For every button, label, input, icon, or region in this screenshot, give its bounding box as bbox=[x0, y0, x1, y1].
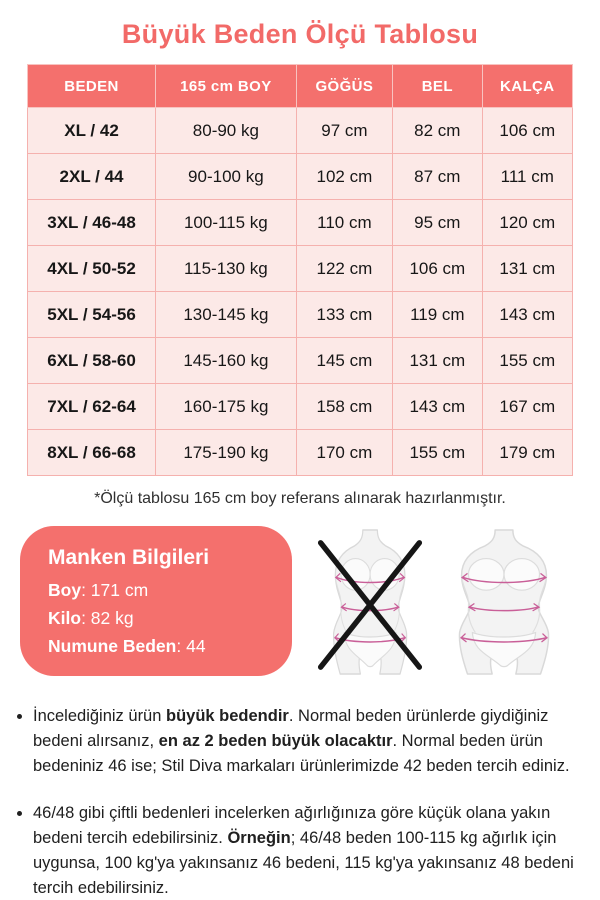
size-table-row bbox=[28, 154, 573, 200]
model-info-section bbox=[20, 526, 582, 676]
size-cell: 95 cm bbox=[393, 200, 482, 246]
size-cell: 111 cm bbox=[482, 154, 573, 200]
size-cell: 170 cm bbox=[296, 430, 392, 476]
column-header: KALÇA bbox=[482, 65, 573, 108]
column-header: BEDEN bbox=[28, 65, 156, 108]
size-cell: 175-190 kg bbox=[156, 430, 297, 476]
size-cell: XL / 42 bbox=[28, 108, 156, 154]
size-cell: 4XL / 50-52 bbox=[28, 246, 156, 292]
size-cell: 6XL / 58-60 bbox=[28, 338, 156, 384]
page-title: Büyük Beden Ölçü Tablosu bbox=[121, 19, 479, 49]
size-cell: 7XL / 62-64 bbox=[28, 384, 156, 430]
size-table-row bbox=[28, 108, 573, 154]
model-sample-size-line: Numune Beden: 44 bbox=[48, 636, 206, 656]
size-cell: 2XL / 44 bbox=[28, 154, 156, 200]
size-cell: 143 cm bbox=[482, 292, 573, 338]
model-height-line: Boy: 171 cm bbox=[48, 580, 149, 600]
size-table-row bbox=[28, 430, 573, 476]
size-cell: 106 cm bbox=[482, 108, 573, 154]
size-cell: 160-175 kg bbox=[156, 384, 297, 430]
table-footnote: *Ölçü tablosu 165 cm boy referans alınarak hazırlanmıştır. bbox=[94, 490, 506, 507]
note-double-size: • 46/48 gibi çiftli bedenleri incelerken ağırlığınıza göre küçük olana yakın bedeni tercih edebilirsiniz. Örneğin; 46/48 beden 100-115 kg ağırlık için uygunsa, 100 kg'ya yakınsanız 46 bedeni, 115 kg'ya yakınsanız 48 bedeni tercih edebilirsiniz. bbox=[33, 801, 578, 900]
column-header: BEL bbox=[393, 65, 482, 108]
measured-body-figure-icon bbox=[448, 528, 560, 676]
size-cell: 3XL / 46-48 bbox=[28, 200, 156, 246]
model-info-card bbox=[20, 526, 292, 676]
size-table-row bbox=[28, 338, 573, 384]
info-notes bbox=[16, 704, 578, 900]
column-header: GÖĞÜS bbox=[296, 65, 392, 108]
size-table-header-row bbox=[28, 65, 573, 108]
size-cell: 131 cm bbox=[482, 246, 573, 292]
size-cell: 145-160 kg bbox=[156, 338, 297, 384]
size-cell: 82 cm bbox=[393, 108, 482, 154]
model-info-title: Manken Bilgileri bbox=[48, 546, 210, 569]
size-cell: 110 cm bbox=[296, 200, 392, 246]
size-table-row bbox=[28, 246, 573, 292]
size-table-row bbox=[28, 384, 573, 430]
size-cell: 167 cm bbox=[482, 384, 573, 430]
size-cell: 143 cm bbox=[393, 384, 482, 430]
size-table-row bbox=[28, 292, 573, 338]
size-cell: 115-130 kg bbox=[156, 246, 297, 292]
size-cell: 155 cm bbox=[393, 430, 482, 476]
size-cell: 131 cm bbox=[393, 338, 482, 384]
size-cell: 87 cm bbox=[393, 154, 482, 200]
size-cell: 90-100 kg bbox=[156, 154, 297, 200]
size-cell: 145 cm bbox=[296, 338, 392, 384]
size-cell: 133 cm bbox=[296, 292, 392, 338]
size-table bbox=[27, 64, 573, 476]
size-cell: 122 cm bbox=[296, 246, 392, 292]
size-cell: 5XL / 54-56 bbox=[28, 292, 156, 338]
size-cell: 158 cm bbox=[296, 384, 392, 430]
column-header: 165 cm BOY bbox=[156, 65, 297, 108]
size-table-row bbox=[28, 200, 573, 246]
size-cell: 130-145 kg bbox=[156, 292, 297, 338]
size-cell: 102 cm bbox=[296, 154, 392, 200]
size-cell: 120 cm bbox=[482, 200, 573, 246]
size-cell: 97 cm bbox=[296, 108, 392, 154]
size-cell: 179 cm bbox=[482, 430, 573, 476]
size-cell: 100-115 kg bbox=[156, 200, 297, 246]
size-cell: 155 cm bbox=[482, 338, 573, 384]
body-figures bbox=[292, 526, 582, 676]
model-weight-line: Kilo: 82 kg bbox=[48, 608, 134, 628]
size-cell: 8XL / 66-68 bbox=[28, 430, 156, 476]
size-cell: 106 cm bbox=[393, 246, 482, 292]
note-big-size: • İncelediğiniz ürün büyük bedendir. Normal beden ürünlerde giydiğiniz bedeni alırsanız, en az 2 beden büyük olacaktır. Normal beden ürün bedeniniz 46 ise; Stil Diva markaları ürünlerimizde 42 beden tercih ediniz. bbox=[33, 704, 578, 778]
size-cell: 119 cm bbox=[393, 292, 482, 338]
crossed-body-figure-icon bbox=[314, 528, 426, 676]
size-cell: 80-90 kg bbox=[156, 108, 297, 154]
